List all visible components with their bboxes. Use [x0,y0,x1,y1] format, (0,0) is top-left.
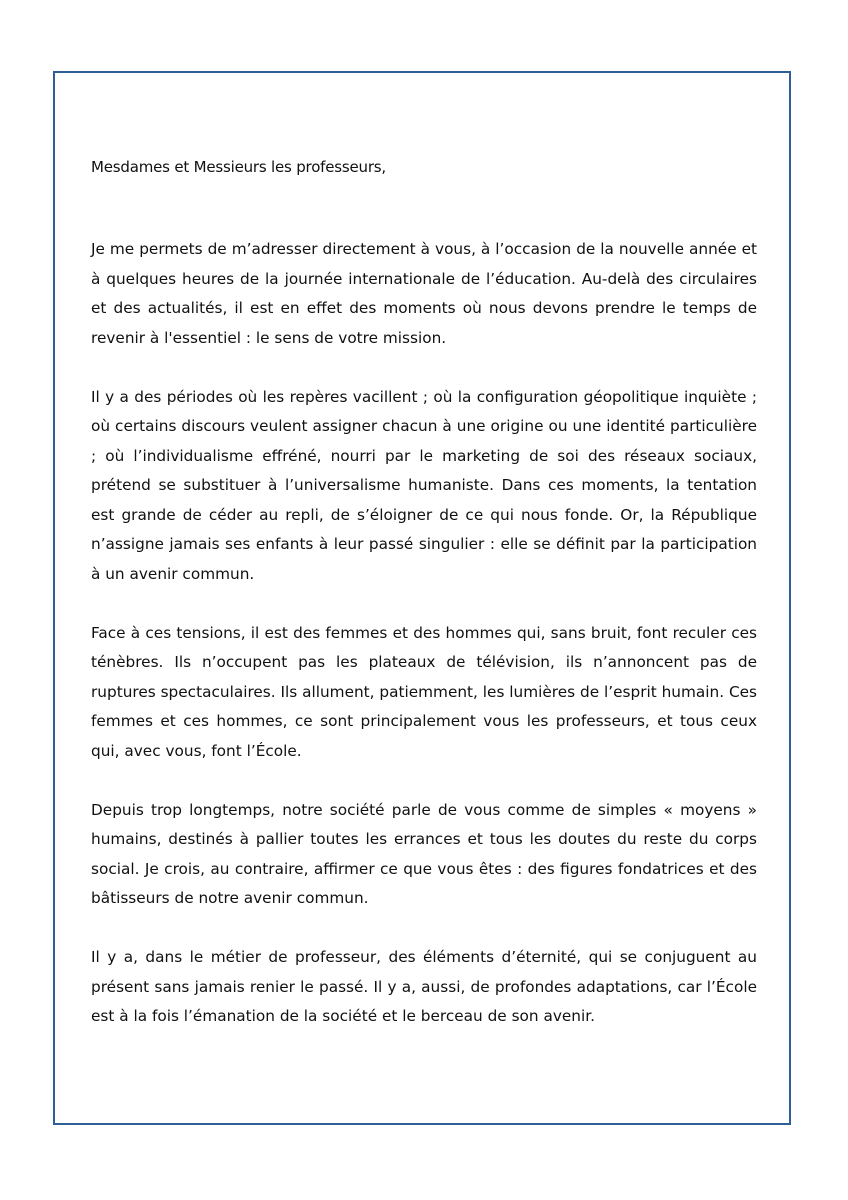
paragraph-2: Il y a des périodes où les repères vacillent ; où la configuration géopolitique inquiète ; où certains discours veulent assigner chacun à une origine ou une identité particulière ; où l’individualisme effréné, nourri par le marketing de soi des réseaux sociaux, prétend se substituer à l’universalisme humaniste. Dans ces moments, la tentation est grande de céder au repli, de s’éloigner de ce qui nous fonde. Or, la République n’assigne jamais ses enfants à leur passé singulier : elle se définit par la participation à un avenir commun. [91,387,757,583]
letter-body [91,235,757,1061]
paragraph-4: Depuis trop longtemps, notre société parle de vous comme de simples « moyens » humains, destinés à pallier toutes les errances et tous les doutes du reste du corps social. Je crois, au contraire, affirmer ce que vous êtes : des figures fondatrices et des bâtisseurs de notre avenir commun. [91,800,757,907]
letter-salutation: Mesdames et Messieurs les professeurs, [91,158,386,176]
paragraph-5: Il y a, dans le métier de professeur, des éléments d’éternité, qui se conjuguent au présent sans jamais renier le passé. Il y a, aussi, de profondes adaptations, car l’École est à la fois l’émanation de la société et le berceau de son avenir. [91,948,757,1025]
paragraph-3: Face à ces tensions, il est des femmes et des hommes qui, sans bruit, font reculer ces ténèbres. Ils n’occupent pas les plateaux de télévision, ils n’annoncent pas de ruptures spectaculaires. Ils allument, patiemment, les lumières de l’esprit humain. Ces femmes et ces hommes, ce sont principalement vous les professeurs, et tous ceux qui, avec vous, font l’École. [91,623,757,760]
paragraph-1: Je me permets de m’adresser directement à vous, à l’occasion de la nouvelle année et à quelques heures de la journée internationale de l’éducation. Au-delà des circulaires et des actualités, il est en effet des moments où nous devons prendre le temps de revenir à l'essentiel : le sens de votre mission. [91,240,757,347]
